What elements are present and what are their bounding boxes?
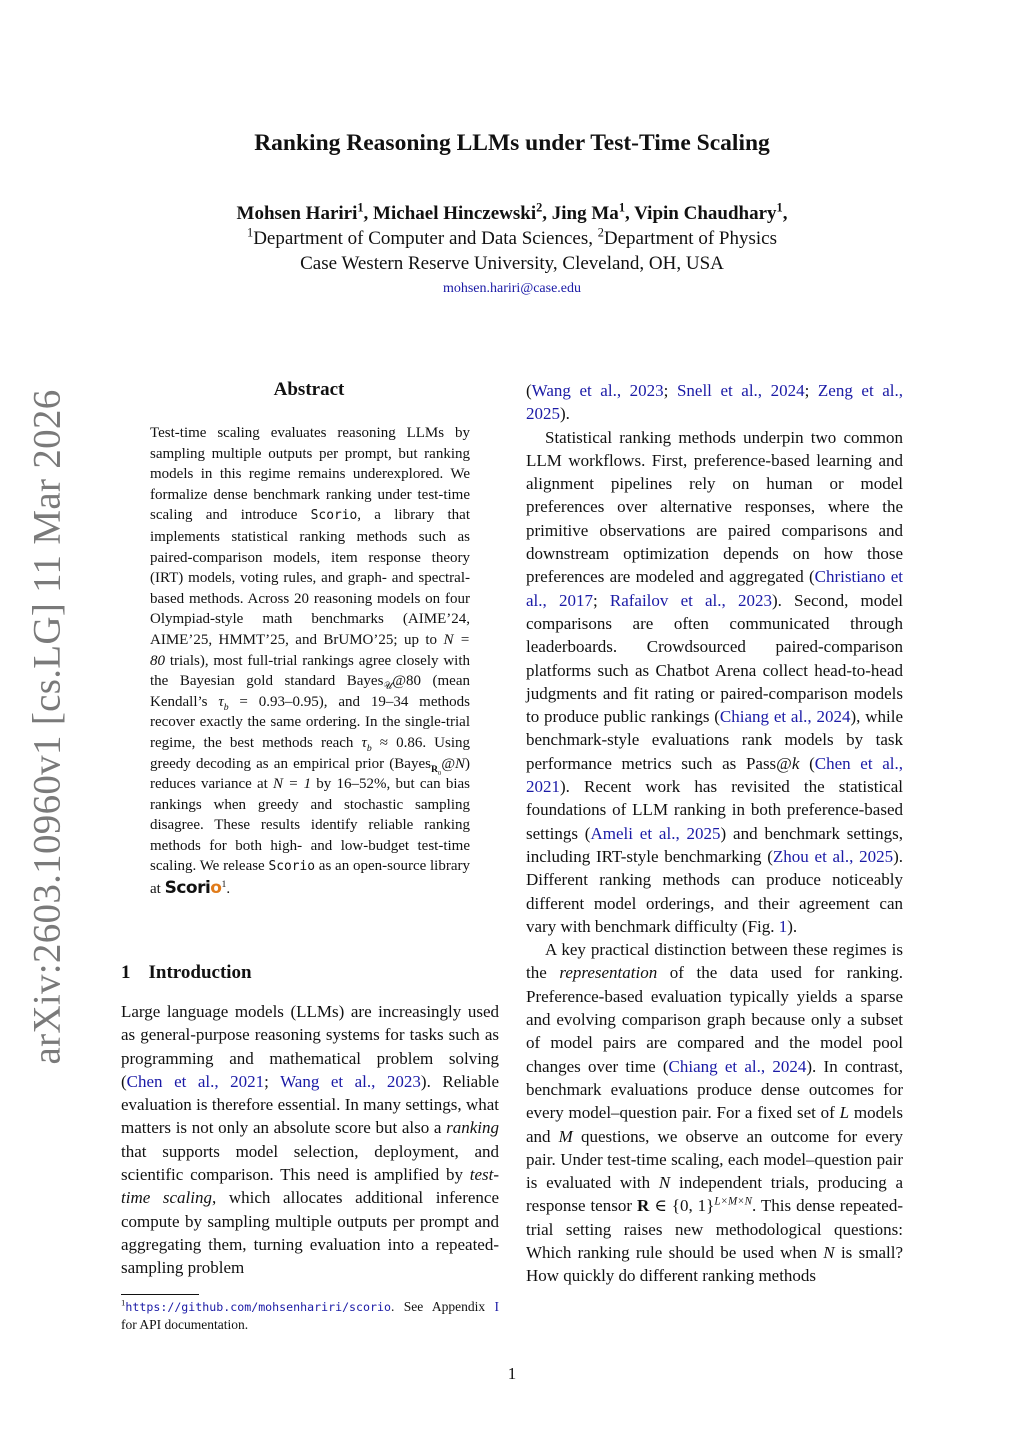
abstract-heading: Abstract	[273, 379, 345, 400]
logo-wordmark: Scori	[164, 878, 211, 899]
body-text: ).	[560, 404, 570, 424]
affiliation-mark: 2	[536, 200, 543, 215]
body-text: ). Recent work has revisited the statistical foundations of LLM ranking in both preference-based settings (	[526, 777, 903, 843]
math-superscript: L×M×N	[714, 1195, 752, 1208]
abstract-text: Test-time scaling evaluates reasoning LLMs by sampling multiple outputs per prompt, but ranking models in this regime remains underexplored. We formalize dense benchmark ranking under test-time scaling and introduce	[150, 425, 470, 524]
footnote-text: for API documentation.	[121, 1317, 249, 1332]
math-symbol: N	[658, 1173, 671, 1193]
citation-link[interactable]: Wang et al., 2023	[531, 381, 664, 400]
arxiv-identifier-stamp: arXiv:2603.10960v1 [cs.LG] 11 Mar 2026	[25, 389, 69, 1065]
footnote-text: . See Appendix	[391, 1299, 495, 1314]
footnote	[121, 1298, 499, 1334]
citation-link[interactable]: Zeng et al., 2025	[526, 381, 903, 424]
affiliation-mark: 1	[247, 225, 254, 240]
footnote-number: 1	[121, 1297, 126, 1308]
introduction-paragraph	[121, 1000, 499, 1280]
body-text: ;	[264, 1071, 281, 1091]
emphasis-text: representation	[559, 963, 658, 983]
abstract-text: trials), most full-trial rankings agree closely with the Bayesian gold standard	[150, 652, 470, 690]
body-text: Statistical ranking methods underpin two common LLM workflows. First, preference-based learning and alignment pipelines rely on human or model preferences over alternative responses, where the primitive observations are paired comparisons and downstream optimization depends on how those preferences are modeled and aggregated (	[526, 427, 903, 587]
body-text: (	[799, 753, 815, 773]
section-number: 1	[121, 962, 131, 983]
author-name: Mohsen Hariri	[236, 203, 358, 224]
abstract-body	[150, 423, 470, 900]
appendix-link[interactable]: I	[494, 1299, 499, 1314]
math-expression: N = 1	[273, 776, 312, 793]
math-expression	[394, 755, 465, 777]
affiliation-departments	[0, 225, 1024, 250]
citation-link[interactable]: Chiang et al., 2024	[668, 1056, 807, 1076]
body-text: ;	[663, 381, 677, 400]
body-text: , which allocates additional inference compute by sampling multiple outputs per prompt and aggregating them, turning evaluation into a repeated-sampling problem	[121, 1188, 499, 1278]
citation-link[interactable]: Wang et al., 2023	[280, 1071, 421, 1091]
footnote-divider	[121, 1294, 199, 1295]
affiliation-mark: 2	[597, 225, 604, 240]
math-symbol: Bayes	[394, 755, 431, 772]
citation-link[interactable]: Zhou et al., 2025	[772, 846, 894, 866]
citation-link[interactable]: Christiano et al., 2017	[526, 567, 903, 610]
abstract-text: , a library that implements statistical ranking methods such as paired-comparison models, item response theory (IRT) models, voting rules, and graph- and spectral-based methods. Across 20 reasoning models on four Olympiad-style math benchmarks (AIME’24, AIME’25, HMMT’25, and BrUMO’25; up to	[150, 507, 471, 648]
author-list: Mohsen Hariri$^1$, Michael Hinczewski$^2$, Jing Ma$^1$, Vipin Chaudhary$^1$,	[236, 200, 788, 224]
department-name: Department of Computer and Data Sciences,	[253, 228, 593, 249]
math-symbol: Bayes	[346, 673, 384, 690]
section-heading	[121, 962, 252, 984]
math-expression: = 0.93–0.95	[228, 693, 319, 710]
affiliation-mark: 1	[618, 200, 625, 215]
logo-accent: o	[210, 878, 222, 899]
paper-title: Ranking Reasoning LLMs under Test-Time Scaling	[254, 130, 770, 156]
body-text: . This dense repeated-trial setting raises new methodological questions: Which ranking rule should be used when	[526, 1196, 903, 1262]
body-text: ). Reliable evaluation is therefore essential. In many settings, what matters is not only an absolute score but also a	[121, 1071, 499, 1138]
page-number: 1	[507, 1364, 517, 1383]
ranking-methods-paragraph	[526, 426, 903, 939]
author-name: Vipin Chaudhary	[634, 203, 777, 224]
citation-link[interactable]: Chen et al., 2021	[126, 1071, 265, 1091]
abstract-text: . Using greedy decoding as an empirical prior (	[150, 734, 470, 772]
body-text: ).	[787, 916, 798, 936]
continued-paragraph	[526, 379, 903, 426]
citation-link[interactable]: Rafailov et al., 2023	[609, 590, 772, 610]
math-symbol: @N	[441, 755, 465, 772]
author-name: Jing Ma	[551, 203, 619, 224]
math-expression: N = 80	[150, 631, 470, 669]
body-text: ). In contrast, benchmark evaluations produce dense outcomes for every model–question pair. For a fixed set of	[526, 1056, 903, 1123]
affiliation-mark: 1	[357, 200, 364, 215]
body-text: A key practical distinction between these regimes is the	[526, 940, 903, 983]
math-expression	[346, 673, 422, 693]
citation-link[interactable]: Snell et al., 2024	[676, 381, 805, 400]
emphasis-text: test-time scaling	[121, 1165, 499, 1208]
abstract-text: ) reduces variance at	[150, 755, 470, 793]
math-subscript: b	[366, 742, 372, 754]
department-name: Department of Physics	[603, 228, 777, 249]
math-symbol: k	[791, 753, 800, 773]
math-expression: ∈ {0, 1}	[649, 1196, 715, 1216]
math-subscript: 𝒰	[383, 681, 393, 693]
math-subscript: 0	[438, 769, 442, 777]
math-symbol: M	[558, 1126, 573, 1146]
citation-link[interactable]: Chiang et al., 2024	[719, 707, 851, 727]
affiliation-university: Case Western Reserve University, Cleveland, OH, USA	[300, 253, 724, 274]
math-symbol: R	[636, 1196, 650, 1216]
math-subscript: b	[223, 701, 229, 713]
body-text: questions, we observe an outcome for every pair. Under test-time scaling, each model–question pair is evaluated with	[526, 1126, 903, 1193]
body-text: that supports model selection, deployment, and scientific comparison. This need is amplified by	[121, 1141, 499, 1185]
citation-link[interactable]: Ameli et al., 2025	[590, 823, 721, 843]
library-name: Scorio	[310, 508, 358, 524]
body-text: Large language models (LLMs) are increasingly used as general-purpose reasoning systems for tasks such as programming and mathematical problem solving (	[121, 1002, 499, 1091]
body-text: ) and benchmark settings, including IRT-style benchmarking (	[526, 823, 904, 866]
body-text: of the data used for ranking. Preference-based evaluation typically yields a sparse and evolving comparison graph because only a subset of model pairs are compared and the model pool changes over time (	[526, 963, 903, 1076]
emphasis-text: ranking	[446, 1118, 499, 1138]
math-symbol: τ	[361, 734, 367, 751]
math-symbol: L	[839, 1103, 850, 1123]
math-symbol: τ	[218, 693, 224, 710]
body-text: ). Different ranking methods can produce noticeably different model orderings, and their agreement can vary with benchmark difficulty (Fig.	[526, 846, 903, 936]
figure-reference-link[interactable]: 1	[778, 916, 788, 936]
abstract-text: (mean Kendall’s	[150, 673, 470, 710]
abstract-text: ), and 19–34 methods recover exactly the same ordering. In the single-trial regime, the best methods reach	[150, 693, 471, 751]
body-text: ). Second, model comparisons are often communicated through leaderboards. Crowdsourced paired-comparison platforms such as Chatbot Arena collect head-to-head judgments and fit rating or paired-comparison models to produce public rankings (	[526, 590, 903, 727]
math-symbol: N	[823, 1242, 835, 1262]
right-column	[526, 379, 903, 1288]
math-symbol: @80	[392, 673, 422, 690]
body-text: (	[526, 381, 532, 400]
abstract-text: as an open-source library at	[150, 858, 470, 898]
body-text: is small? How quickly do different ranking methods	[526, 1242, 903, 1286]
footnote-marker[interactable]: 1	[221, 879, 227, 891]
citation-link[interactable]: Chen et al., 2021	[526, 753, 904, 797]
representation-paragraph	[526, 938, 903, 1287]
body-text: ;	[804, 381, 818, 400]
abstract-text: by 16–52%, but can bias rankings when greedy and stochastic sampling disagree. These results identify reliable ranking methods for both high- and low-budget test-time scaling. We release	[150, 776, 470, 875]
author-email-link[interactable]: mohsen.hariri@case.edu	[442, 281, 582, 296]
math-expression: ≈ 0.86	[371, 734, 423, 751]
author-name: Michael Hinczewski	[373, 203, 537, 224]
repository-link[interactable]: https://github.com/mohsenhariri/scorio	[125, 1300, 391, 1314]
math-subscript	[431, 764, 441, 775]
body-text: models and	[526, 1103, 903, 1146]
abstract-text: .	[226, 881, 231, 898]
math-symbol: R	[430, 763, 439, 775]
section-title: Introduction	[148, 962, 252, 983]
library-name: Scorio	[268, 859, 316, 875]
affiliation-mark: 1	[776, 200, 783, 215]
body-text: ), while benchmark-style evaluations rank models by task performance metrics such as Pass@	[526, 707, 903, 773]
body-text: independent trials, producing a response tensor	[526, 1173, 903, 1216]
body-text: ;	[592, 590, 610, 610]
scorio-logo[interactable]	[165, 878, 222, 898]
